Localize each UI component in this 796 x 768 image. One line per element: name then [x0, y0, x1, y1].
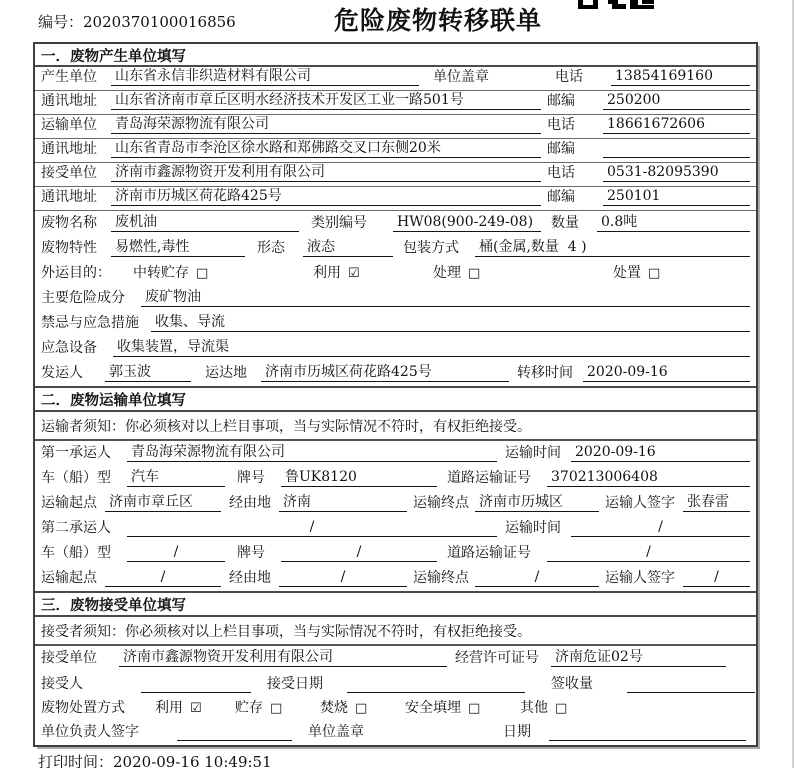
option-label: 焚烧 [320, 700, 348, 716]
producer-zip: 250200 [603, 92, 750, 110]
option-label: 其他 [520, 700, 548, 716]
accept-date-label: 接受日期 [267, 676, 323, 692]
field-label: 通讯地址 [41, 93, 97, 109]
transporter-value: 青岛海荣源物流有限公司 [111, 116, 541, 134]
purpose-option-use [313, 265, 433, 282]
receiver-zip: 250101 [603, 188, 750, 206]
date-value [549, 724, 746, 741]
received-qty-value [627, 676, 755, 693]
field-label: 第二承运人 [41, 520, 111, 536]
page-title: 危险废物转移联单 [333, 6, 543, 35]
checkbox-unchecked-icon: □ [468, 266, 481, 281]
waste-name-row [35, 211, 756, 236]
field-label: 禁忌与应急措施 [41, 315, 139, 331]
transporter-address-value: 山东省青岛市李沧区徐水路和郑佛路交叉口东侧20米 [111, 140, 541, 158]
field-label: 发运人 [41, 365, 83, 381]
hazard-component-row [35, 286, 756, 311]
accept-unit-value: 济南市鑫源物资开发利用有限公司 [119, 649, 447, 667]
checkbox-unchecked-icon: □ [355, 701, 368, 716]
section2-notice: 运输者须知：你必须核对以上栏目事项，当与实际情况不符时，有权拒绝接受。 [35, 412, 756, 441]
transport-time-label: 运输时间 [505, 520, 561, 536]
field-label: 单位负责人签字 [41, 724, 139, 740]
field-label: 应急设备 [41, 340, 97, 356]
acceptor-row [35, 671, 756, 697]
section3-header: 三．废物接受单位填写 [35, 591, 756, 617]
field-label: 外运目的： [41, 265, 111, 281]
waste-packing: 桶(金属,数量 4 ) [475, 239, 750, 257]
second-carrier-row [35, 516, 756, 541]
route-start-value: / [105, 569, 221, 587]
transfer-time-value: 2020-09-16 [583, 364, 750, 382]
emergency-equipment-value: 收集装置，导流渠 [113, 339, 750, 357]
option-label: 中转贮存 [133, 265, 189, 281]
field-label: 主要危险成分 [41, 290, 125, 306]
vehicle2-row [35, 541, 756, 566]
plate-label: 牌号 [237, 545, 265, 561]
first-carrier-row [35, 441, 756, 466]
manifest-form-table [33, 42, 758, 747]
field-label: 接受单位 [41, 165, 97, 181]
qr-block [638, 5, 654, 9]
shipper-row [35, 361, 756, 386]
purpose-option-treat [433, 265, 613, 282]
disposal-option-use [155, 700, 235, 717]
stamp-label: 单位盖章 [433, 69, 489, 85]
field-label: 运输起点 [41, 570, 97, 586]
license-label: 经营许可证号 [455, 650, 539, 666]
transfer-time-label: 转移时间 [517, 365, 573, 381]
second-carrier-value: / [127, 519, 497, 537]
disposal-method-row [35, 697, 756, 721]
route1-row [35, 491, 756, 516]
waste-form: 液态 [303, 239, 393, 257]
via-label: 经由地 [229, 495, 271, 511]
transport-time-value: 2020-09-16 [571, 444, 750, 462]
receiver-value: 济南市鑫源物资开发利用有限公司 [111, 164, 541, 182]
purpose-option-storage [133, 265, 313, 282]
field-label: 接受单位 [41, 650, 97, 666]
permit-value: / [547, 544, 750, 562]
unit-stamp-label: 单位盖章 [308, 724, 364, 740]
route-start-value: 济南市章丘区 [105, 494, 221, 512]
disposal-option-other [520, 700, 567, 717]
option-label: 利用 [313, 265, 341, 281]
option-label: 安全填埋 [405, 700, 461, 716]
serial-number: 2020370100016856 [83, 13, 236, 31]
form-label: 形态 [257, 240, 285, 256]
qr-block [630, 0, 638, 9]
shipper-name: 郭玉波 [105, 364, 191, 382]
field-label: 通讯地址 [41, 141, 97, 157]
field-label: 废物处置方式 [41, 700, 125, 716]
vehicle1-row [35, 466, 756, 491]
field-label: 废物特性 [41, 240, 97, 256]
accept-unit-row [35, 646, 756, 671]
permit-label: 道路运输证号 [447, 470, 531, 486]
field-label: 接受人 [41, 676, 83, 692]
route-end-value: / [475, 569, 599, 587]
acceptor-name [141, 676, 251, 693]
received-qty-label: 签收量 [551, 676, 593, 692]
permit-label: 道路运输证号 [447, 545, 531, 561]
permit-value: 370213006408 [547, 469, 750, 487]
route2-row [35, 566, 756, 591]
route-end-label: 运输终点 [413, 495, 469, 511]
producer-address-row [35, 91, 756, 115]
waste-quantity: 0.8吨 [597, 214, 750, 232]
accept-date-value [347, 676, 525, 693]
serial-number-line [38, 11, 236, 32]
signature-value: 张春雷 [683, 494, 750, 512]
disposal-option-landfill [405, 700, 520, 717]
signature-label: 运输人签字 [605, 570, 675, 586]
route-end-value: 济南市历城区 [475, 494, 599, 512]
packing-label: 包装方式 [403, 240, 459, 256]
destination-label: 运达地 [205, 365, 247, 381]
vehicle-type-value: 汽车 [127, 469, 225, 487]
license-value: 济南危证02号 [551, 649, 726, 667]
date-label: 日期 [503, 724, 531, 740]
code-label: 类别编号 [311, 215, 367, 231]
receiver-phone: 0531-82095390 [603, 164, 750, 182]
qr-block [612, 4, 626, 9]
waste-code: HW08(900-249-08) [393, 214, 541, 232]
scan-edge-line [792, 0, 794, 768]
route-end-label: 运输终点 [413, 570, 469, 586]
field-label: 第一承运人 [41, 445, 111, 461]
print-time-value: 2020-09-16 10:49:51 [113, 753, 272, 768]
transporter-phone: 18661672606 [603, 116, 750, 134]
purpose-option-dispose [613, 265, 660, 282]
via-label: 经由地 [229, 570, 271, 586]
phone-label: 电话 [547, 165, 575, 181]
receiver-address-value: 济南市历城区荷花路425号 [111, 188, 541, 206]
producer-address-value: 山东省济南市章丘区明水经济技术开发区工业一路501号 [111, 92, 541, 110]
transport-time-value: / [571, 519, 750, 537]
signature-value: / [683, 569, 750, 587]
qr-block [578, 5, 598, 9]
via-value: / [279, 569, 407, 587]
producer-row [35, 67, 756, 91]
waste-property-value: 易燃性,毒性 [111, 239, 245, 257]
qr-block [642, 0, 654, 4]
transporter-zip [603, 141, 750, 158]
zip-label: 邮编 [547, 141, 575, 157]
signature-label: 运输人签字 [605, 495, 675, 511]
plate-value: 鲁UK8120 [281, 469, 437, 487]
field-label: 废物名称 [41, 215, 97, 231]
quantity-label: 数量 [551, 215, 579, 231]
vehicle-type-value: / [127, 544, 225, 562]
field-label: 运输起点 [41, 495, 97, 511]
transport-time-label: 运输时间 [505, 445, 561, 461]
option-label: 处理 [433, 265, 461, 281]
checkbox-unchecked-icon: □ [468, 701, 481, 716]
section3-notice: 接受者须知：你必须核对以上栏目事项，当与实际情况不符时，有权拒绝接受。 [35, 617, 756, 646]
destination-value: 济南市历城区荷花路425号 [261, 364, 509, 382]
hazard-component-value: 废矿物油 [141, 289, 750, 307]
emergency-equipment-row [35, 336, 756, 361]
section2-header: 二．废物运输单位填写 [35, 386, 756, 412]
producer-phone: 13854169160 [611, 68, 750, 86]
receiver-row [35, 163, 756, 187]
disposal-option-store [235, 700, 320, 717]
producer-value: 山东省永信非织造材料有限公司 [111, 68, 419, 86]
field-label: 产生单位 [41, 69, 97, 85]
zip-label: 邮编 [547, 93, 575, 109]
plate-value: / [281, 544, 437, 562]
waste-name-value: 废机油 [111, 214, 299, 232]
checkbox-unchecked-icon: □ [270, 701, 283, 716]
phone-label: 电话 [547, 117, 575, 133]
waste-property-row [35, 236, 756, 261]
field-label: 运输单位 [41, 117, 97, 133]
transporter-address-row [35, 139, 756, 163]
option-label: 处置 [613, 265, 641, 281]
taboo-measures-value: 收集、导流 [151, 314, 750, 332]
taboo-measures-row [35, 311, 756, 336]
field-label: 车（船）型 [41, 470, 111, 486]
receiver-address-row [35, 187, 756, 211]
print-time-line [38, 751, 272, 768]
transfer-purpose-row [35, 261, 756, 286]
checkbox-unchecked-icon: □ [648, 266, 661, 281]
checkbox-unchecked-icon: □ [555, 701, 568, 716]
plate-label: 牌号 [237, 470, 265, 486]
checkbox-checked-icon: ☑ [348, 266, 360, 281]
checkbox-checked-icon: ☑ [190, 701, 202, 716]
zip-label: 邮编 [547, 189, 575, 205]
option-label: 利用 [155, 700, 183, 716]
responsible-sign-row [35, 721, 756, 745]
disposal-option-incinerate [320, 700, 405, 717]
field-label: 通讯地址 [41, 189, 97, 205]
field-label: 车（船）型 [41, 545, 111, 561]
checkbox-unchecked-icon: □ [196, 266, 209, 281]
qr-code-remnant [578, 0, 654, 9]
print-time-label: 打印时间： [38, 753, 114, 768]
first-carrier-value: 青岛海荣源物流有限公司 [127, 444, 497, 462]
serial-label: 编号： [38, 13, 84, 31]
section1-header: 一．废物产生单位填写 [35, 44, 756, 67]
transporter-row [35, 115, 756, 139]
responsible-signature [177, 724, 292, 741]
option-label: 贮存 [235, 700, 263, 716]
via-value: 济南 [279, 494, 407, 512]
phone-label: 电话 [555, 69, 583, 85]
